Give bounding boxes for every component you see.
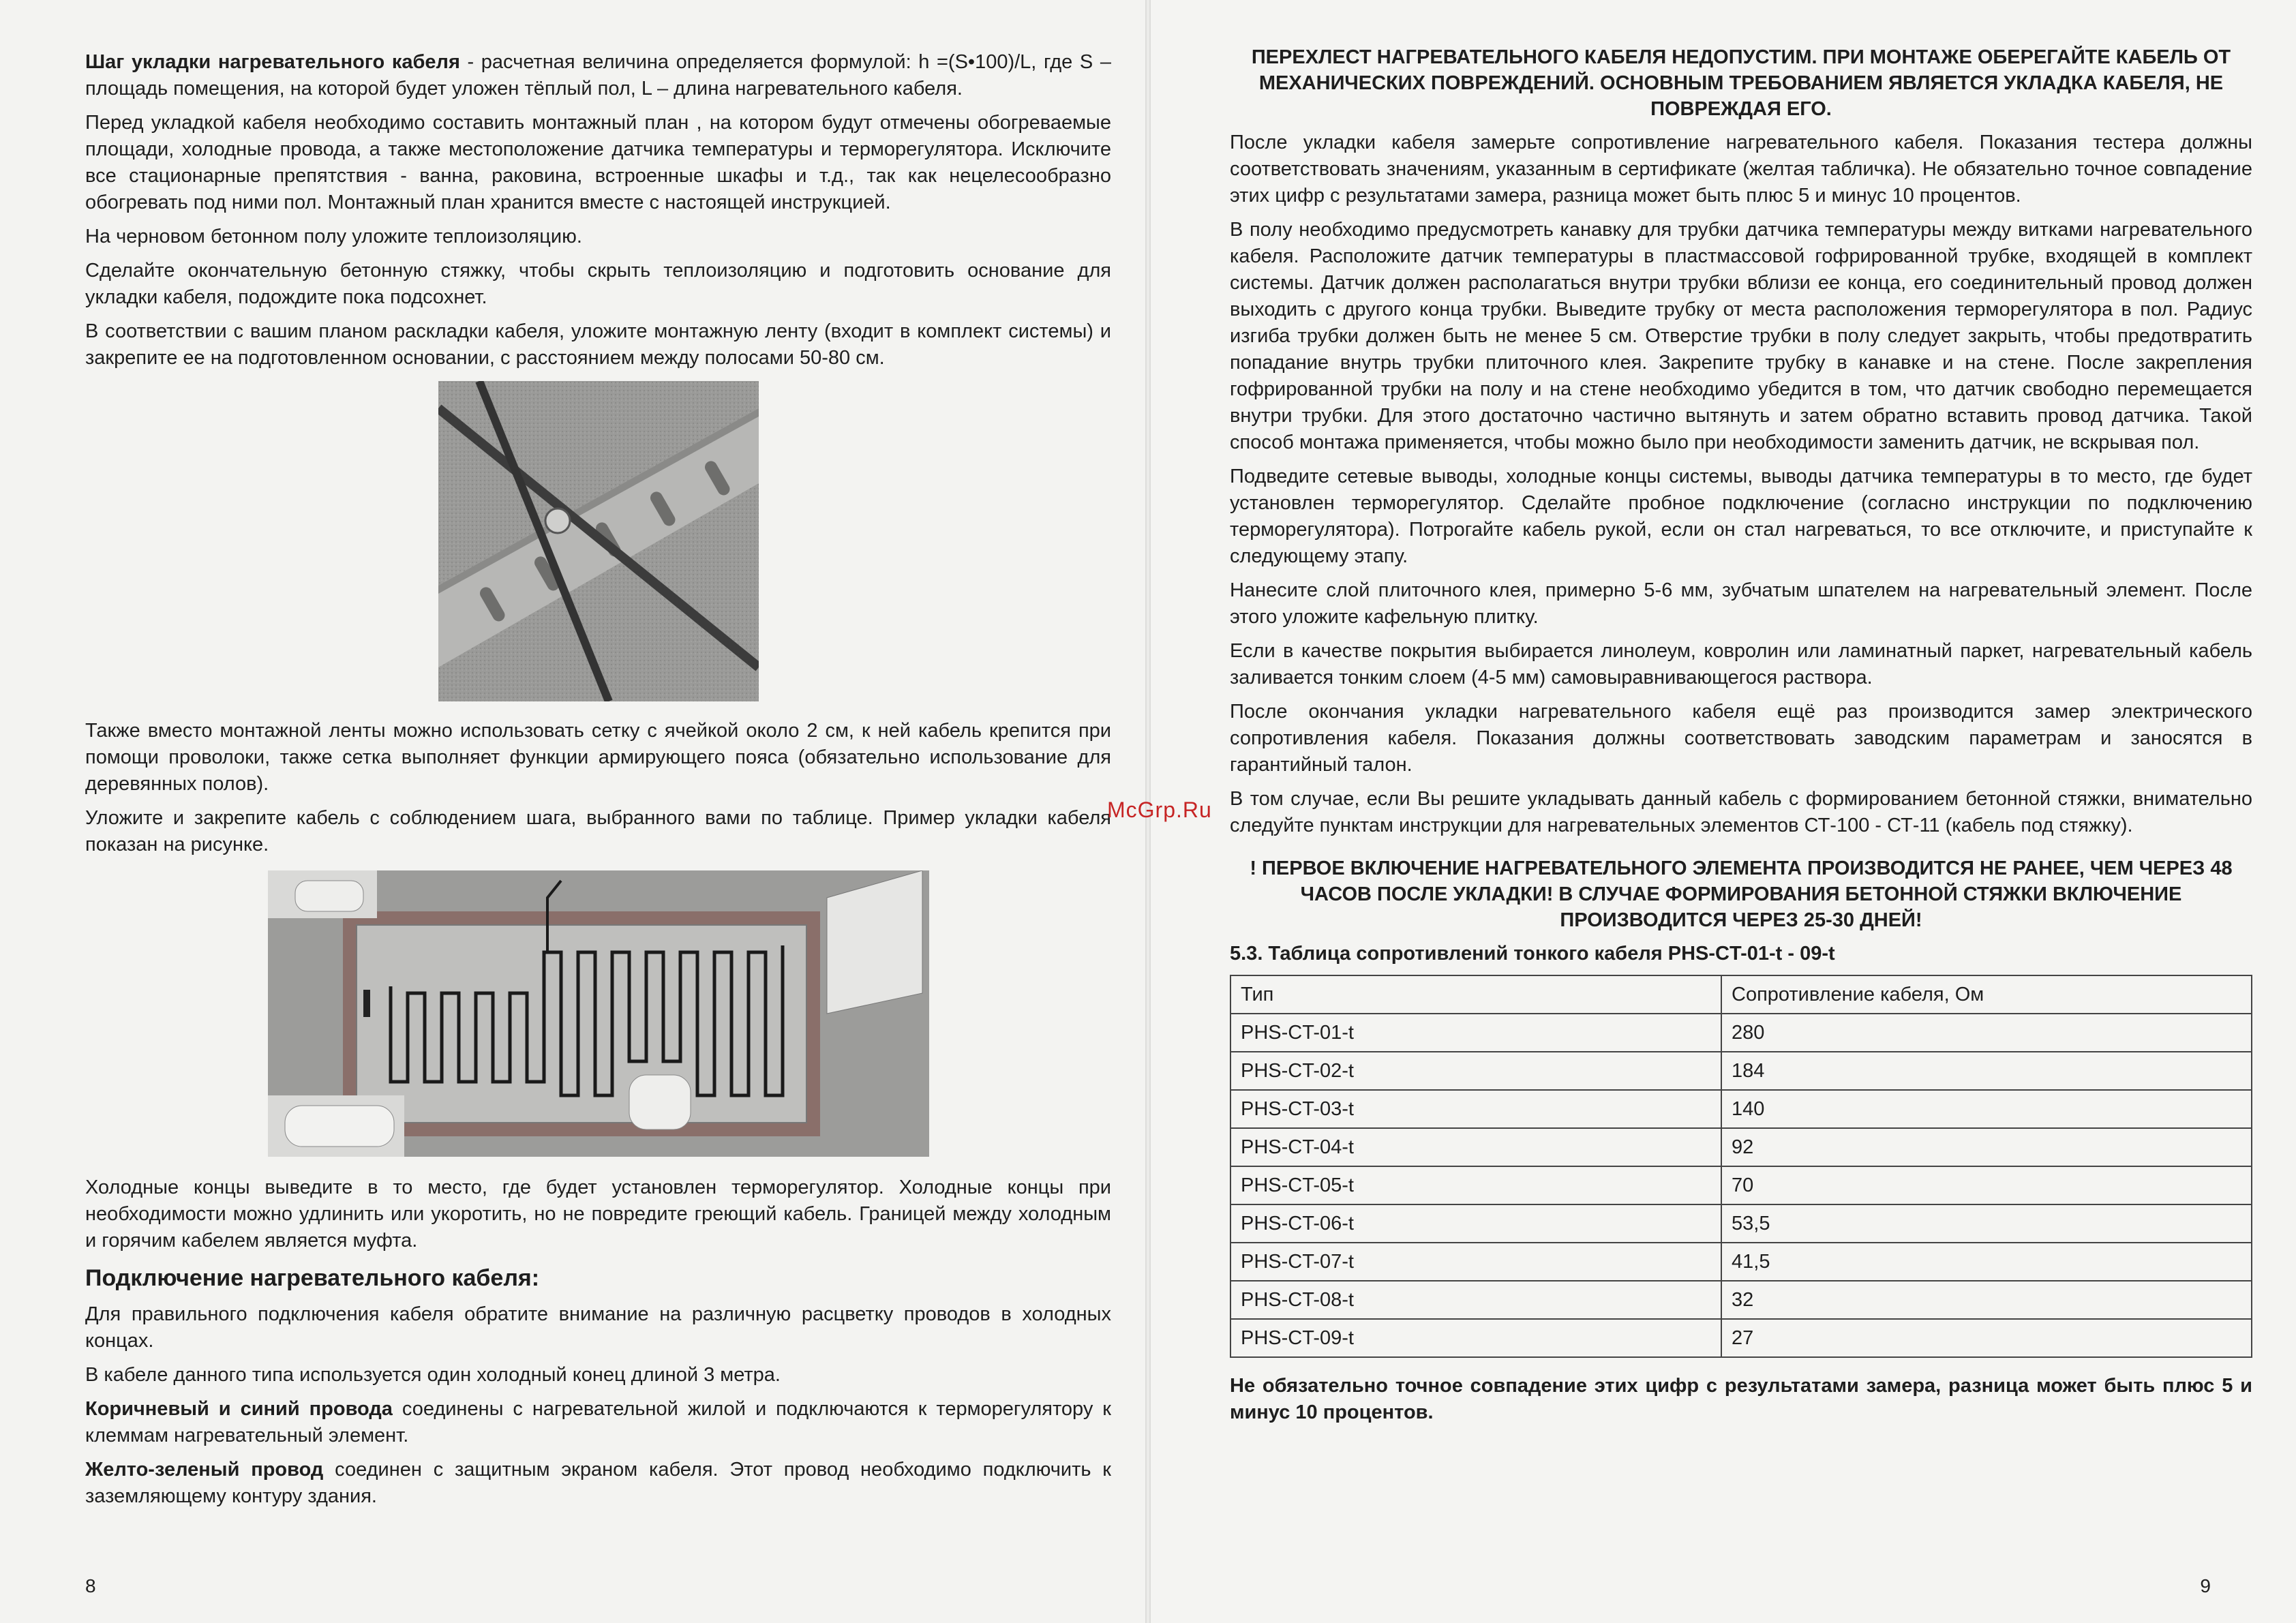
tile-glue-paragraph: Нанесите слой плиточного клея, примерно 5-6 мм, зубчатым шпателем на нагревательный элемент. После этого уложите кафельную плитку. [1230, 579, 2252, 628]
table-cell: 53,5 [1721, 1204, 2252, 1243]
table-row [1230, 1014, 2252, 1052]
page-number-left: 8 [85, 1575, 96, 1596]
table-cell: PHS-CT-06-t [1230, 1204, 1721, 1243]
table-cell: 41,5 [1721, 1243, 2252, 1281]
yellow-green-paragraph: Желто-зеленый провод соединен с защитным экраном кабеля. Этот провод необходимо подключить к заземляющему контуру здания. [85, 1459, 1111, 1507]
table-row [1230, 1052, 2252, 1090]
lay-cable-paragraph: Уложите и закрепите кабель с соблюдением шага, выбранного вами по таблице. Пример укладки кабеля показан на рисунке. [85, 807, 1111, 855]
right-column [1230, 44, 2252, 1434]
table-cell: 140 [1721, 1090, 2252, 1128]
cable-layout-diagram [268, 870, 929, 1157]
left-column [85, 49, 1111, 1517]
table-cell: PHS-CT-08-t [1230, 1281, 1721, 1319]
table-cell: 280 [1721, 1014, 2252, 1052]
screed-option-paragraph: В том случае, если Вы решите укладывать данный кабель с формированием бетонной стяжки, внимательно следуйте пунктам инструкции для нагревательных элементов СТ-100 - СТ-11 (кабель под стяжку). [1230, 788, 2252, 836]
table-cell: PHS-CT-05-t [1230, 1166, 1721, 1204]
linoleum-paragraph: Если в качестве покрытия выбирается линолеум, ковролин или ламинатный паркет, нагревательный кабель заливается тонким слоем (4-5 мм) самовыравнивающегося раствора. [1230, 640, 2252, 688]
table-row [1230, 1128, 2252, 1166]
table-cell: 27 [1721, 1319, 2252, 1357]
table-row [1230, 1319, 2252, 1357]
connection-heading: Подключение нагревательного кабеля: [85, 1265, 540, 1291]
resistance-table-title: 5.3. Таблица сопротивлений тонкого кабеля PHS-CT-01-t - 09-t [1230, 943, 1835, 965]
cold-end-length-paragraph: В кабеле данного типа используется один холодный конец длиной 3 метра. [85, 1364, 781, 1386]
table-cell: 70 [1721, 1166, 2252, 1204]
table-row [1230, 1243, 2252, 1281]
tolerance-note: Не обязательно точное совпадение этих цифр с результатами замера, разница может быть плюс 5 и минус 10 процентов. [1230, 1375, 2252, 1423]
screed-paragraph: Сделайте окончательную бетонную стяжку, чтобы скрыть теплоизоляцию и подготовить основание для укладки кабеля, подождите пока подсохнет. [85, 260, 1111, 308]
table-header-row [1230, 975, 2252, 1014]
insulation-paragraph: На черновом бетонном полу уложите теплоизоляцию. [85, 226, 582, 247]
table-cell: PHS-CT-03-t [1230, 1090, 1721, 1128]
resistance-table [1230, 975, 2252, 1358]
plan-paragraph: Перед укладкой кабеля необходимо составить монтажный план , на котором будут отмечены обогреваемые площади, холодные провода, а также местоположение датчика температуры и терморегулятора. Исключите все стационарные препятствия - ванна, раковина, встроенные шкафы и т.д., так как нецелесообразно обогревать под ними пол. Монтажный план хранится вместе с настоящей инструкцией. [85, 112, 1111, 213]
table-cell: PHS-CT-02-t [1230, 1052, 1721, 1090]
table-row [1230, 1090, 2252, 1128]
wire-colors-paragraph: Для правильного подключения кабеля обратите внимание на различную расцветку проводов в холодных концах. [85, 1303, 1111, 1352]
table-cell: PHS-CT-01-t [1230, 1014, 1721, 1052]
table-cell: PHS-CT-07-t [1230, 1243, 1721, 1281]
table-cell: 184 [1721, 1052, 2252, 1090]
cold-ends-paragraph: Холодные концы выведите в то место, где будет установлен терморегулятор. Холодные концы при необходимости можно удлинить или укоротить, но не повредите греющий кабель. Границей между холодным и горячим кабелем является муфта. [85, 1177, 1111, 1252]
step-formula-paragraph: Шаг укладки нагревательного кабеля - расчетная величина определяется формулой: h =(S•100)/L, где S – площадь помещения, на которой будет уложен тёплый пол, L – длина нагревательного кабеля. [85, 51, 1111, 100]
overlap-warning: ПЕРЕХЛЕСТ НАГРЕВАТЕЛЬНОГО КАБЕЛЯ НЕДОПУСТИМ. ПРИ МОНТАЖЕ ОБЕРЕГАЙТЕ КАБЕЛЬ ОТ МЕХАНИЧЕСКИХ ПОВРЕЖДЕНИЙ. ОСНОВНЫМ ТРЕБОВАНИЕМ ЯВЛЯЕТСЯ УКЛАДКА КАБЕЛЯ, НЕ ПОВРЕЖДАЯ ЕГО. [1251, 46, 2231, 120]
table-cell: PHS-CT-04-t [1230, 1128, 1721, 1166]
right-page [1148, 0, 2296, 1623]
table-row [1230, 1281, 2252, 1319]
table-header-cell: Сопротивление кабеля, Ом [1721, 975, 2252, 1014]
mounting-tape-paragraph: В соответствии с вашим планом раскладки кабеля, уложите монтажную ленту (входит в комплект системы) и закрепите ее на подготовленном основании, с расстоянием между полосами 50-80 см. [85, 320, 1111, 369]
page-number-right: 9 [2200, 1575, 2211, 1596]
test-connection-paragraph: Подведите сетевые выводы, холодные концы системы, выводы датчика температуры в то место, где будет установлен терморегулятор. Сделайте пробное подключение (согласно инструкции по подключению терморегулятора). Потрогайте кабель рукой, если он стал нагреваться, то все отключите, и приступайте к следующему этапу. [1230, 466, 2252, 567]
sensor-paragraph: В полу необходимо предусмотреть канавку для трубки датчика температуры между витками нагревательного кабеля. Расположите датчик температуры в пластмассовой гофрированной трубке, входящей в комплект системы. Датчик должен располагаться внутри трубки вблизи ее конца, его соединительный провод должен выходить с другого конца трубки. Выведите трубку от места расположения терморегулятора в пол. Радиус изгиба трубки должен быть не менее 5 см. Отверстие трубки в полу следует закрыть, чтобы предотвратить попадание внутрь трубки плиточного клея. Закрепите трубку в канавке и на стене. После закрепления гофрированной трубки на полу и на стене необходимо убедится в том, что датчик свободно перемещается внутри трубки. Для этого достаточно частично вытянуть и затем обратно вставить провод датчика. Такой способ монтажа применяется, чтобы можно было при необходимости заменить датчик, не вскрывая пол. [1230, 219, 2252, 453]
table-header-cell: Тип [1230, 975, 1721, 1014]
watermark-text: McGrp.Ru [1107, 798, 1212, 822]
first-start-warning: ! ПЕРВОЕ ВКЛЮЧЕНИЕ НАГРЕВАТЕЛЬНОГО ЭЛЕМЕНТА ПРОИЗВОДИТСЯ НЕ РАНЕЕ, ЧЕМ ЧЕРЕЗ 48 ЧАСОВ ПОСЛЕ УКЛАДКИ! В СЛУЧАЕ ФОРМИРОВАНИЯ БЕТОННОЙ СТЯЖКИ ВКЛЮЧЕНИЕ ПРОИЗВОДИТСЯ ЧЕРЕЗ 25-30 ДНЕЙ! [1250, 858, 2233, 931]
brown-blue-paragraph: Коричневый и синий провода соединены с нагревательной жилой и подключаются к терморегулятору к клеммам нагревательный элемент. [85, 1398, 1111, 1446]
table-cell: 32 [1721, 1281, 2252, 1319]
table-row [1230, 1166, 2252, 1204]
resistance-check-paragraph: После укладки кабеля замерьте сопротивление нагревательного кабеля. Показания тестера должны соответствовать значениям, указанным в сертификате (желтая табличка). Не обязательно точное совпадение этих цифр с результатами замера, разница может быть плюс 5 и минус 10 процентов. [1230, 132, 2252, 207]
mesh-paragraph: Также вместо монтажной ленты можно использовать сетку с ячейкой около 2 см, к ней кабель крепится при помощи проволоки, также сетка выполняет функции армирующего пояса (обязательно использование для деревянных полов). [85, 720, 1111, 795]
table-cell: 92 [1721, 1128, 2252, 1166]
final-measurement-paragraph: После окончания укладки нагревательного кабеля ещё раз производится замер электрического сопротивления кабеля. Показания должны соответствовать заводским параметрам и заносятся в гарантийный талон. [1230, 701, 2252, 776]
mounting-tape-photo [438, 381, 759, 701]
table-cell: PHS-CT-09-t [1230, 1319, 1721, 1357]
table-row [1230, 1204, 2252, 1243]
